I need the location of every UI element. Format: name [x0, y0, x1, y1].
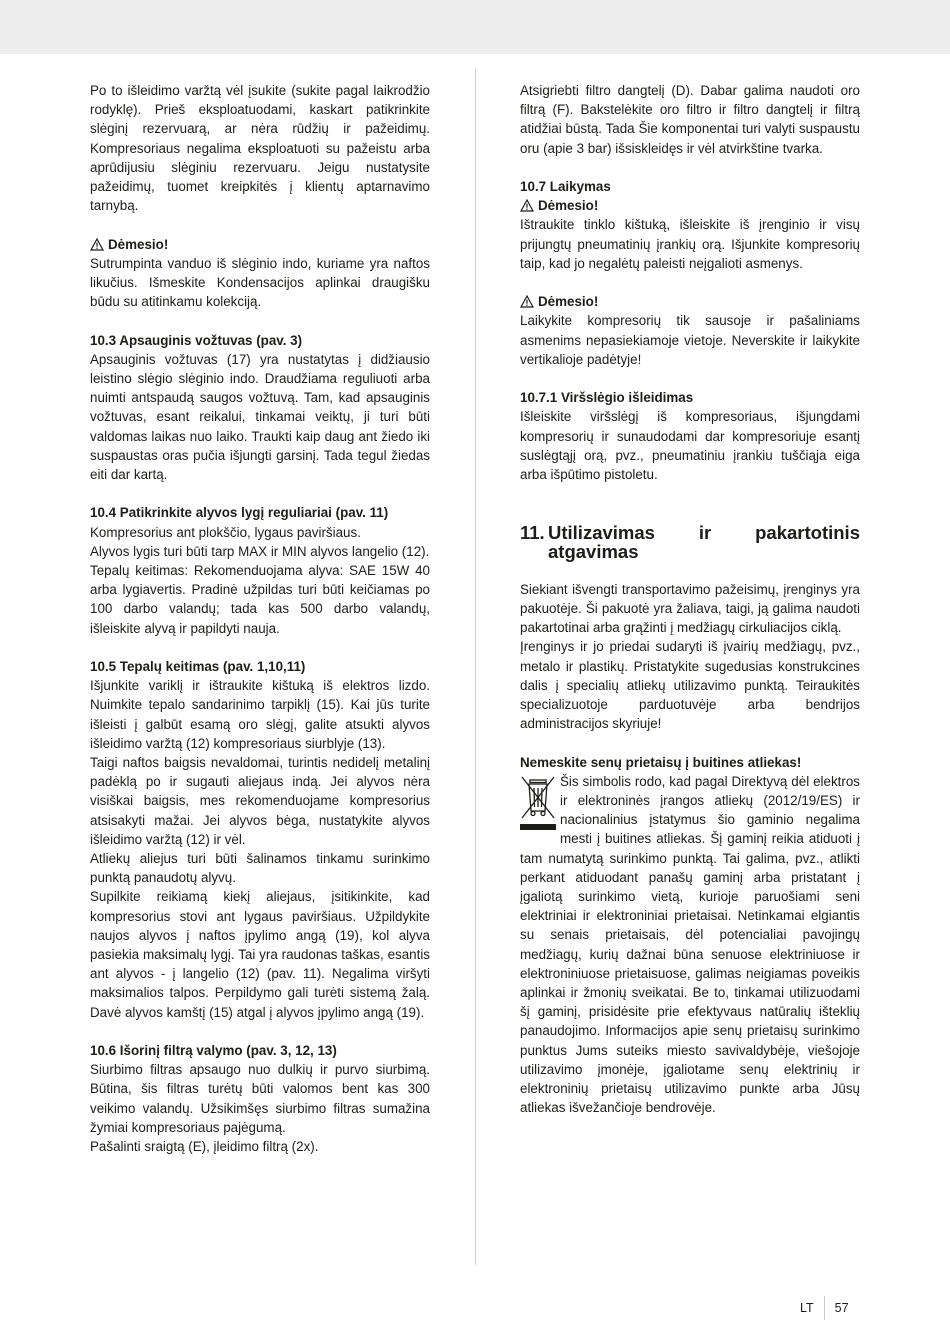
warning-text: Laikykite kompresorių tik sausoje ir pašaliniams asmenims nepasiekiamoje vietoje. Neverskite ir laikykite vertikalioje padėtyje! — [520, 313, 860, 367]
left-column — [90, 81, 430, 1156]
page-footer — [800, 1296, 849, 1320]
section-text-10-6-p1: Siurbimo filtras apsaugo nuo dulkių ir purvo siurbimą. Būtina, šis filtras turėtų būti valomos bent kas 300 veikimo valandų. Užsikimšęs siurbimo filtras sumažina žymiai kompresoriaus pajėgumą. — [90, 1062, 430, 1135]
warning-label: Dėmesio! — [538, 294, 599, 310]
section-text-10-5-p1: Išjunkite variklį ir ištraukite kištuką iš elektros lizdo. Nuimkite tepalo sandarinimo tarpiklį (15). Kai jūs turite išleisti į galbūt esamą oro slėgį, galite atsukti alyvos išleidimo varžtą (12) kompresoriaus siurblyje (13). — [90, 678, 430, 751]
right-intro-paragraph: Atsigriebti filtro dangtelį (D). Dabar galima naudoti oro filtrą (F). Bakstelėkite oro filtro ir filtro dangtelį ir filtrą atidžiai būstą. Tada Šie komponentai turi valyti suspaustu oru (apie 3 bar) išsiskleidęs ir vėl atvirkštine tvarka. — [520, 83, 860, 156]
chapter-11-paragraph-1: Siekiant išvengti transportavimo pažeisimų, įrenginys yra pakuotėje. Ši pakuotė yra žaliava, taigi, ją galima naudoti pakartotinai arba grąžinti į medžiagų cirkuliacijos ciklą. — [520, 581, 860, 636]
warning-text: Sutrumpinta vanduo iš slėginio indo, kuriame yra naftos likučius. Išmeskite Kondensacijos aplinkai draugišku būdu su atitinkamu kolekciją. — [90, 255, 430, 310]
weee-block — [520, 772, 860, 1118]
footer-separator — [824, 1296, 825, 1320]
section-text-10-7-1: Išleiskite viršslėgį iš kompresoriaus, išjungdami kompresorių ir sunaudodami dar kompresoriuje esantį suslėgtąjį orą, pvz., pneumatiniu įrankiu tuščiąja eiga arba išpūtimo pistoletu. — [520, 409, 860, 483]
warning-heading — [90, 235, 430, 254]
warning-triangle-icon — [90, 238, 104, 251]
chapter-11-paragraph-2: Įrenginys ir jo priedai sudaryti iš įvairių medžiagų, pvz., metalo ir plastikų. Pristatykite sugedusias konstrukcines dalis į specialių atliekų utilizavimo punktą. Teiraukitės specializuotoje parduotuvėje arba bendrijos administracijos skyriuje! — [520, 639, 860, 732]
section-text-10-5-p3: Atliekų aliejus turi būti šalinamos tinkamu surinkimo punktą panaudotų alyvų. — [90, 851, 430, 886]
weee-title: Nemeskite senų prietaisų į buitines atliekas! — [520, 754, 802, 770]
warning-label: Dėmesio! — [108, 236, 169, 252]
section-title-10-5: 10.5 Tepalų keitimas (pav. 1,10,11) — [90, 659, 306, 675]
warning-text: Ištraukite tinklo kištuką, išleiskite iš įrenginio ir visų prijungtų pneumatinių įrankių orą. Išjunkite kompresorių taip, kad jo negalėtų paleisti neįgalioti asmenys. — [520, 217, 860, 271]
section-title-10-3: 10.3 Apsauginis vožtuvas (pav. 3) — [90, 332, 303, 348]
warning-heading — [520, 292, 860, 311]
section-title-10-7: 10.7 Laikymas — [520, 179, 611, 194]
section-text-10-3: Apsauginis vožtuvas (17) yra nustatytas į didžiausio leistino slėgio slėginio indo. Draudžiama reguliuoti arba nuimti antspaudą saugos vožtuvą. Tam, kad apsauginis vožtuvas, esant reikalui, tinkamai veiktų, ji turi būti valdomas laikas nuo laiko. Traukti kaip daug ant žiedo iki suspaustas oras pučia išjungti garsinį. Tada tegul žiedas eiti dar kartą. — [90, 351, 430, 483]
weee-text: Šis simbolis rodo, kad pagal Direktyvą dėl elektros ir elektroninės įrangos atliekų (2012/19/ES) ir nacionalinius įstatymus šio gaminio negalima mesti į buitines atliekas. Šį gaminį reikia atiduoti į tam numatytą surinkimo punktą. Tai galima, pvz., atlikti perkant atiduodant panašų gaminį arba pristatant į įgaliotą surinkimo vietą, kurioje paruošiami seni elektriniai ir elektroniniai prietaisai. Netinkamai elgiantis su senais prietaisais, dėl potencialiai pavojingų medžiagų, kurių dažnai būna senuose elektriniuose ir elektroniniuose prietaisuose, galimas neigiamas poveikis aplinkai ir žmonių sveikatai. Be to, tinkamai utilizuodami šį gaminį, prisidėsite prie efektyvaus natūralių išteklių panaudojimo. Informacijos apie senų prietaisų surinkimo punktus Jums suteiks miesto savivaldybėje, viešojoje utilizavimo įmonėje, įgaliotame senų elektrinių ir elektroninių prietaisų utilizavimo punkte arba Jūsų atliekas išvežančioje bendrovėje. — [520, 773, 860, 1116]
chapter-title-word: ir — [698, 521, 712, 543]
top-band — [0, 0, 950, 54]
warning-label: Dėmesio! — [538, 198, 599, 214]
section-title-10-6: 10.6 Išorinį filtrą valymo (pav. 3, 12, 13) — [90, 1043, 337, 1059]
chapter-number: 11. — [520, 521, 545, 543]
warning-triangle-icon — [520, 199, 534, 212]
section-title-10-4: 10.4 Patikrinkite alyvos lygį reguliariai (pav. 11) — [90, 505, 389, 521]
section-text-10-4-p1: Kompresorius ant plokščio, lygaus paviršiaus. — [90, 524, 361, 540]
section-title-10-7-1: 10.7.1 Viršslėgio išleidimas — [520, 390, 694, 406]
warning-heading — [520, 196, 860, 215]
language-code: LT — [800, 1301, 814, 1315]
crossed-out-wheelie-bin-icon — [520, 774, 556, 832]
section-text-10-5-p4: Supilkite reikiamą kiekį aliejaus, įsitikinkite, kad kompresorius stovi ant lygaus paviršiaus. Užpildykite naujos alyvos į naftos įpylimo angą (19), kol alyva pasiekia maksimalų lygį. Tai yra raudonas taškas, esantis ant alyvos - į langelio (12) (pav. 11). Negalima viršyti maksimalios talpos. Perpildymo gali turėti sistemą žalą. Davė alyvos kamštį (15) atgal į alyvos įpylimo angą (19). — [90, 889, 430, 1020]
chapter-title-word: Utilizavimas — [548, 521, 655, 543]
chapter-title-11 — [520, 523, 860, 561]
right-column — [520, 81, 860, 1117]
section-text-10-5-p2: Taigi naftos baigsis nevaldomai, turintis nedidelį metalinį padėklą po ir sugauti aliejaus indą. Jei alyvos nėra visiškai baigsis, mes rekomenduojame kompresorius atsisakyti mažai. Jei alyvos bėga, nustatykite alyvos išleidimo varžtą (12) ir vėl. — [90, 755, 430, 847]
section-text-10-6-p2: Pašalinti sraigtą (E), įleidimo filtrą (2x). — [90, 1139, 319, 1155]
warning-triangle-icon — [520, 295, 534, 308]
section-text-10-4-p3: Tepalų keitimas: Rekomenduojama alyva: SAE 15W 40 arba lygiavertis. Pradinė užpildas turi būti keičiamas po 100 darbo valandų; tada kas 500 darbo valandų, išleiskite alyvą ir papildyti nauja. — [90, 563, 430, 636]
chapter-title-word: pakartotinis — [755, 521, 860, 543]
section-text-10-4-p2: Alyvos lygis turi būti tarp MAX ir MIN alyvos langelio (12). — [90, 543, 430, 559]
page-number: 57 — [834, 1301, 849, 1315]
column-divider — [475, 68, 476, 1265]
intro-paragraph: Po to išleidimo varžtą vėl įsukite (sukite pagal laikrodžio rodyklę). Prieš eksploatuodami, kaskart patikrinkite slėginį rezervuarą, ar nėra rūdžių ir pažeidimų. Kompresoriaus negalima eksploatuoti su pažeistu arba aprūdijusiu slėginiu rezervuaru. Jeigu nustatysite pažeidimų, tuomet kreipkitės į klientų aptarnavimo tarnybą. — [90, 83, 430, 214]
chapter-title-word: atgavimas — [548, 540, 639, 562]
